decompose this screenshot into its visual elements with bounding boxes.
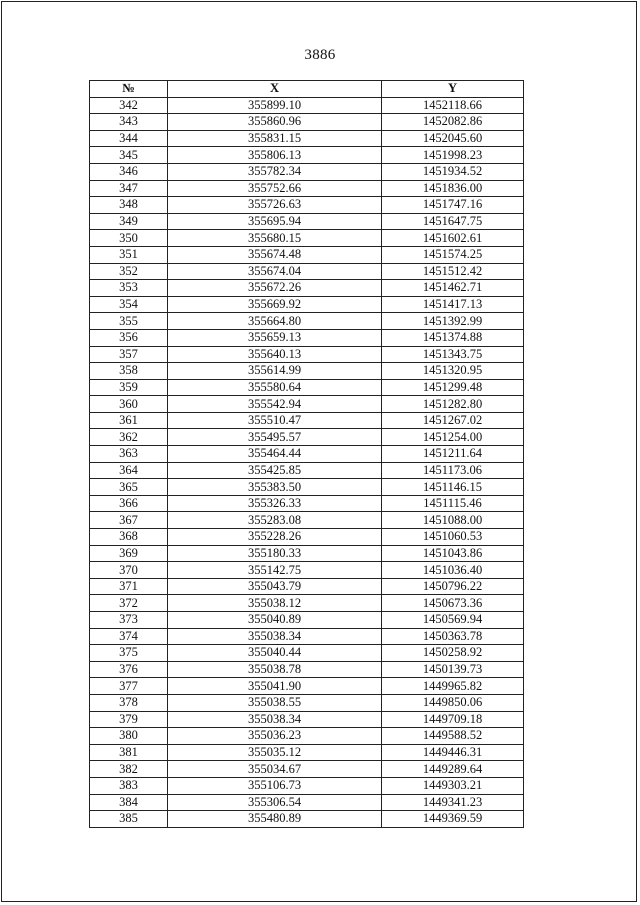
cell-x: 355383.50 [168,479,382,496]
cell-y: 1451462.71 [382,280,524,297]
cell-x: 355106.73 [168,777,382,794]
cell-y: 1451602.61 [382,230,524,247]
cell-y: 1451043.86 [382,545,524,562]
table-row [90,446,524,463]
cell-x: 355695.94 [168,213,382,230]
table-row [90,777,524,794]
cell-y: 1449588.52 [382,728,524,745]
cell-x: 355752.66 [168,180,382,197]
table-row [90,379,524,396]
cell-x: 355495.57 [168,429,382,446]
cell-number: 374 [90,628,168,645]
cell-number: 365 [90,479,168,496]
table-row [90,296,524,313]
table-row [90,612,524,629]
cell-x: 355672.26 [168,280,382,297]
cell-x: 355283.08 [168,512,382,529]
cell-number: 371 [90,578,168,595]
cell-y: 1452045.60 [382,130,524,147]
table-row [90,578,524,595]
cell-number: 348 [90,197,168,214]
table-row [90,562,524,579]
cell-y: 1450796.22 [382,578,524,595]
cell-number: 347 [90,180,168,197]
table-row [90,678,524,695]
cell-y: 1451115.46 [382,495,524,512]
cell-number: 351 [90,246,168,263]
cell-x: 355038.78 [168,661,382,678]
table-body [90,97,524,827]
cell-x: 355464.44 [168,446,382,463]
table-row [90,263,524,280]
cell-number: 361 [90,412,168,429]
cell-y: 1451417.13 [382,296,524,313]
cell-number: 360 [90,396,168,413]
table-row [90,412,524,429]
table-row [90,97,524,114]
cell-number: 366 [90,495,168,512]
cell-number: 378 [90,694,168,711]
cell-number: 350 [90,230,168,247]
cell-x: 355038.34 [168,628,382,645]
cell-x: 355726.63 [168,197,382,214]
cell-x: 355040.89 [168,612,382,629]
cell-x: 355669.92 [168,296,382,313]
cell-y: 1451299.48 [382,379,524,396]
table-row [90,130,524,147]
header-y: Y [382,81,524,98]
cell-number: 358 [90,363,168,380]
cell-x: 355425.85 [168,462,382,479]
table-row [90,230,524,247]
table-header-row [90,81,524,98]
cell-number: 346 [90,163,168,180]
table-row [90,711,524,728]
cell-x: 355036.23 [168,728,382,745]
cell-number: 354 [90,296,168,313]
cell-y: 1451282.80 [382,396,524,413]
table-row [90,628,524,645]
cell-y: 1449289.64 [382,761,524,778]
cell-y: 1451343.75 [382,346,524,363]
cell-y: 1451574.25 [382,246,524,263]
cell-x: 355142.75 [168,562,382,579]
cell-number: 364 [90,462,168,479]
page-number: 3886 [304,47,336,63]
cell-x: 355659.13 [168,329,382,346]
cell-number: 363 [90,446,168,463]
cell-y: 1452082.86 [382,114,524,131]
cell-y: 1449303.21 [382,777,524,794]
cell-number: 373 [90,612,168,629]
cell-number: 370 [90,562,168,579]
cell-x: 355831.15 [168,130,382,147]
cell-x: 355480.89 [168,811,382,828]
cell-y: 1449446.31 [382,744,524,761]
cell-y: 1451146.15 [382,479,524,496]
cell-x: 355326.33 [168,495,382,512]
table-row [90,744,524,761]
cell-number: 355 [90,313,168,330]
table-row [90,180,524,197]
cell-y: 1451320.95 [382,363,524,380]
cell-x: 355043.79 [168,578,382,595]
header-number: № [90,81,168,98]
cell-x: 355899.10 [168,97,382,114]
cell-x: 355680.15 [168,230,382,247]
cell-number: 375 [90,645,168,662]
table-row [90,197,524,214]
cell-y: 1450569.94 [382,612,524,629]
table-row [90,529,524,546]
cell-x: 355038.55 [168,694,382,711]
cell-x: 355510.47 [168,412,382,429]
table-row [90,495,524,512]
cell-number: 362 [90,429,168,446]
cell-number: 377 [90,678,168,695]
cell-y: 1451998.23 [382,147,524,164]
cell-x: 355674.48 [168,246,382,263]
cell-x: 355542.94 [168,396,382,413]
cell-x: 355038.12 [168,595,382,612]
table-row [90,794,524,811]
table-row [90,661,524,678]
cell-number: 381 [90,744,168,761]
cell-y: 1451836.00 [382,180,524,197]
cell-number: 379 [90,711,168,728]
cell-number: 343 [90,114,168,131]
cell-x: 355041.90 [168,678,382,695]
cell-x: 355306.54 [168,794,382,811]
cell-y: 1449850.06 [382,694,524,711]
header-x: X [168,81,382,98]
cell-y: 1451647.75 [382,213,524,230]
cell-number: 353 [90,280,168,297]
cell-y: 1451934.52 [382,163,524,180]
cell-y: 1450673.36 [382,595,524,612]
table-row [90,114,524,131]
cell-number: 368 [90,529,168,546]
cell-number: 359 [90,379,168,396]
cell-number: 356 [90,329,168,346]
table-row [90,512,524,529]
table-row [90,761,524,778]
cell-y: 1450258.92 [382,645,524,662]
table-row [90,595,524,612]
cell-y: 1451088.00 [382,512,524,529]
cell-y: 1451512.42 [382,263,524,280]
coordinates-table [89,80,524,828]
cell-y: 1451267.02 [382,412,524,429]
cell-number: 385 [90,811,168,828]
cell-x: 355038.34 [168,711,382,728]
cell-number: 367 [90,512,168,529]
table-row [90,147,524,164]
cell-number: 342 [90,97,168,114]
table-row [90,396,524,413]
cell-number: 357 [90,346,168,363]
table-row [90,728,524,745]
cell-number: 383 [90,777,168,794]
cell-x: 355860.96 [168,114,382,131]
cell-x: 355040.44 [168,645,382,662]
cell-y: 1449709.18 [382,711,524,728]
cell-x: 355640.13 [168,346,382,363]
table-row [90,280,524,297]
cell-y: 1451211.64 [382,446,524,463]
cell-number: 384 [90,794,168,811]
cell-number: 380 [90,728,168,745]
cell-x: 355180.33 [168,545,382,562]
cell-number: 372 [90,595,168,612]
table-row [90,645,524,662]
cell-y: 1451036.40 [382,562,524,579]
cell-x: 355614.99 [168,363,382,380]
table-row [90,246,524,263]
table-row [90,346,524,363]
cell-y: 1451392.99 [382,313,524,330]
table-row [90,811,524,828]
cell-number: 349 [90,213,168,230]
cell-x: 355228.26 [168,529,382,546]
cell-y: 1449341.23 [382,794,524,811]
cell-y: 1451254.00 [382,429,524,446]
cell-x: 355035.12 [168,744,382,761]
cell-x: 355782.34 [168,163,382,180]
cell-y: 1451747.16 [382,197,524,214]
table-row [90,363,524,380]
cell-y: 1450363.78 [382,628,524,645]
cell-x: 355806.13 [168,147,382,164]
table-row [90,694,524,711]
cell-y: 1449965.82 [382,678,524,695]
table-row [90,429,524,446]
table-row [90,329,524,346]
table-row [90,313,524,330]
cell-x: 355034.67 [168,761,382,778]
cell-number: 344 [90,130,168,147]
cell-y: 1451060.53 [382,529,524,546]
cell-x: 355580.64 [168,379,382,396]
cell-x: 355674.04 [168,263,382,280]
table-row [90,479,524,496]
table-row [90,213,524,230]
cell-y: 1452118.66 [382,97,524,114]
cell-y: 1449369.59 [382,811,524,828]
cell-number: 352 [90,263,168,280]
table-row [90,462,524,479]
cell-x: 355664.80 [168,313,382,330]
cell-number: 376 [90,661,168,678]
cell-y: 1451173.06 [382,462,524,479]
cell-y: 1450139.73 [382,661,524,678]
table-row [90,163,524,180]
table-row [90,545,524,562]
cell-y: 1451374.88 [382,329,524,346]
cell-number: 345 [90,147,168,164]
cell-number: 382 [90,761,168,778]
cell-number: 369 [90,545,168,562]
